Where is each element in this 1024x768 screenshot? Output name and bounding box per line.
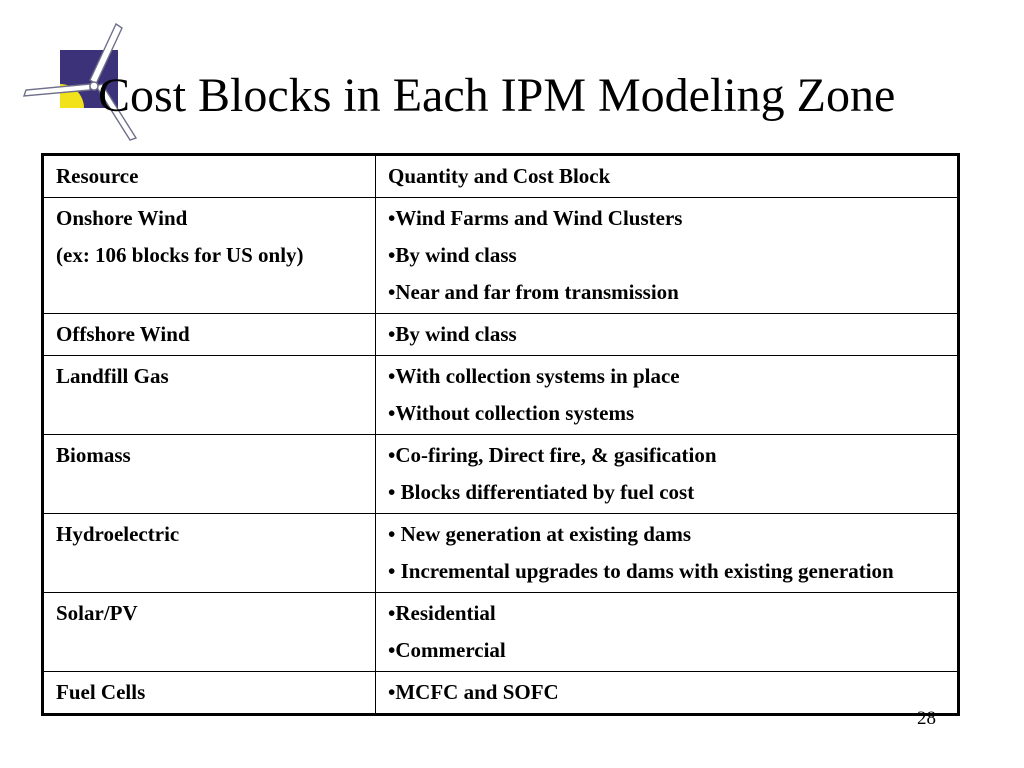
block-item: •By wind class [388,322,517,346]
blocks-cell [376,435,959,514]
block-item: •Wind Farms and Wind Clusters [388,206,683,230]
resource-cell [43,314,376,356]
table-row [43,435,959,514]
resource-name: Biomass [56,443,131,467]
table-row [43,593,959,672]
resource-name: Landfill Gas [56,364,169,388]
block-item: •Residential [388,601,496,625]
block-item: •Co-firing, Direct fire, & gasification [388,443,717,467]
resource-cell [43,356,376,435]
blocks-cell [376,356,959,435]
resource-name: Onshore Wind [56,206,188,230]
block-item: •MCFC and SOFC [388,680,559,704]
resource-name: Solar/PV [56,601,138,625]
header-resource: Resource [43,155,376,198]
block-item: •With collection systems in place [388,364,680,388]
slide-title: Cost Blocks in Each IPM Modeling Zone [98,69,896,122]
blocks-cell [376,514,959,593]
table-row [43,672,959,715]
block-item: •Near and far from transmission [388,280,679,304]
blocks-cell [376,593,959,672]
table-row [43,314,959,356]
logo-hub [90,82,98,90]
block-item: •By wind class [388,243,517,267]
resource-note: (ex: 106 blocks for US only) [56,243,304,267]
block-item: • Incremental upgrades to dams with existing generation [388,559,894,583]
header-quantity-cost-block: Quantity and Cost Block [376,155,959,198]
blocks-cell [376,314,959,356]
resource-cell [43,198,376,314]
blocks-cell [376,672,959,715]
block-item: • Blocks differentiated by fuel cost [388,480,695,504]
table-row [43,198,959,314]
resource-name: Fuel Cells [56,680,146,704]
cost-blocks-table [41,153,960,716]
block-item: •Without collection systems [388,401,635,425]
resource-name: Offshore Wind [56,322,190,346]
resource-name: Hydroelectric [56,522,180,546]
table-header-row [43,155,959,198]
resource-cell [43,672,376,715]
table-row [43,514,959,593]
blocks-cell [376,198,959,314]
resource-cell [43,593,376,672]
resource-cell [43,435,376,514]
block-item: •Commercial [388,638,506,662]
block-item: • New generation at existing dams [388,522,692,546]
page-number: 28 [917,708,936,729]
resource-cell [43,514,376,593]
table-row [43,356,959,435]
